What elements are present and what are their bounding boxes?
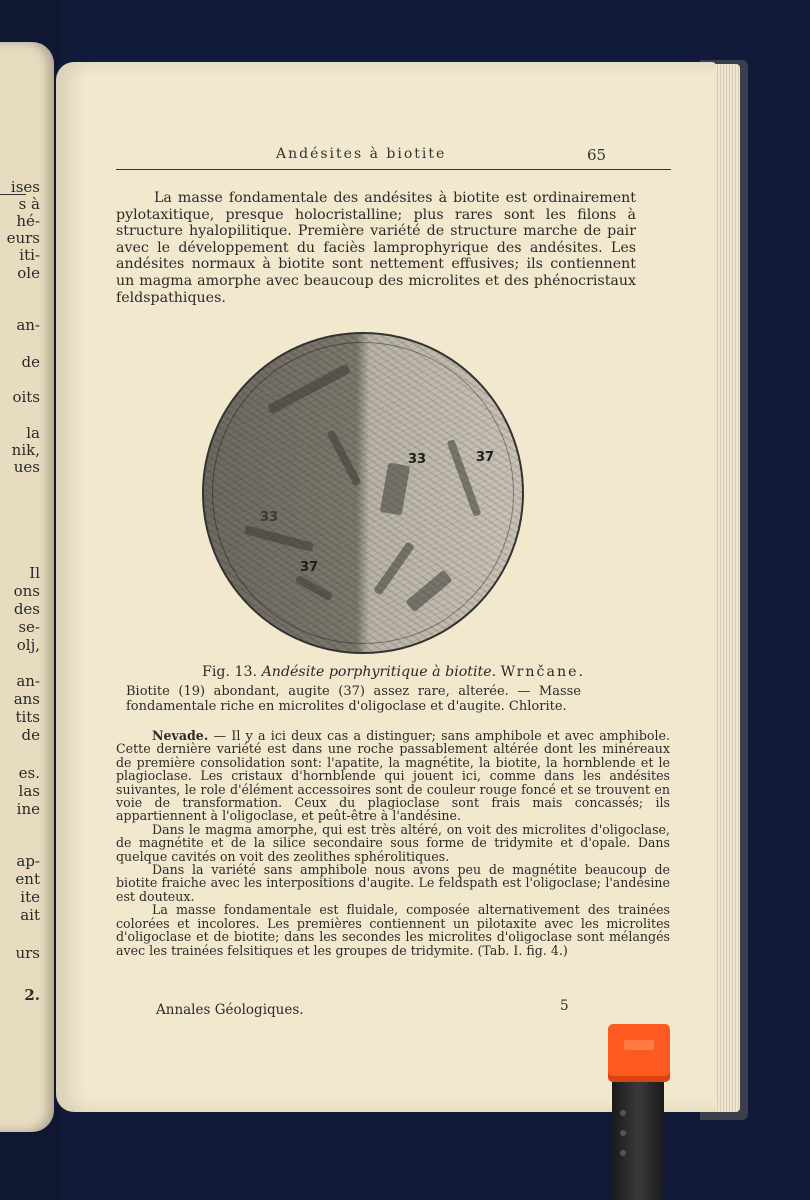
body-paragraph: Dans la variété sans amphibole nous avons peu de magnétite beaucoup de biotite fraiche avec les interpositions d'augite. Le feldspath est l'oligoclase; l'andésine est douteux.: [116, 862, 670, 904]
left-fragment: ap-: [16, 852, 40, 870]
left-page-edge: [0, 42, 54, 1132]
figure-caption-title: [116, 664, 671, 680]
left-fragment: ait: [20, 906, 40, 924]
left-fragment: es.: [18, 764, 40, 782]
clip-rivet: [620, 1150, 626, 1156]
left-fragment: ent: [15, 870, 40, 888]
left-fragment: oits: [12, 388, 40, 406]
page-clip-notch: [624, 1040, 654, 1050]
left-fragment: ons: [13, 582, 40, 600]
figure-number: Fig. 13.: [202, 664, 258, 680]
page-clip-head: [608, 1024, 670, 1082]
left-fragment: ite: [20, 888, 40, 906]
left-fragment: se-: [18, 618, 40, 636]
paragraph-text: — Il y a ici deux cas a distinguer; sans amphibole et avec amphibole. Cette dernière variété est dans une roche passablement altérée dont les minéreaux de première consolidation sont: l'apatite, la magnétite, la biotite, la hornblende et le plagioclase. Les cristaux d'hornblende qui jouent ici, comme dans les andésites suivantes, le role d'élément accessoires sont de couleur rouge foncé et se trouvent en voie de transformation. Ceux du plagioclase sont frais mais concassés; ils appartiennent à l'oligoclase, et peût-être à l'andésine.: [116, 728, 670, 824]
left-fragment: de: [21, 353, 40, 371]
journal-footer: Annales Géologiques.: [156, 1002, 304, 1018]
left-fragment: ole: [17, 264, 40, 282]
figure-label: 37: [300, 560, 319, 575]
section-runin: Nevade.: [152, 728, 209, 743]
left-fragment: la: [26, 424, 40, 442]
figure-title: Andésite porphyritique à biotite.: [261, 664, 497, 680]
left-fragment: tits: [15, 708, 40, 726]
figure-place: Wrnčane.: [500, 664, 585, 680]
running-title: Andésites à biotite: [276, 146, 447, 162]
left-fragment: hé-: [16, 212, 40, 230]
left-fragment: ues: [13, 458, 40, 476]
left-fragment: ans: [13, 690, 40, 708]
figure-label: 37: [476, 450, 495, 465]
left-fragment: an-: [16, 672, 40, 690]
figure-caption-body: Biotite (19) abondant, augite (37) assez rare, alterée. — Masse fondamentale riche en microlites d'oligoclase et d'augite. Chlorite.: [126, 684, 581, 715]
body-text: [116, 729, 670, 957]
left-fragment: an-: [16, 316, 40, 334]
micrograph-figure: [202, 332, 524, 654]
left-fragment: de: [21, 726, 40, 744]
left-fragment: nik,: [11, 441, 40, 459]
left-fragment: las: [18, 782, 40, 800]
left-fragment: olj,: [16, 636, 40, 654]
body-paragraph: La masse fondamentale est fluidale, composée alternativement des trainées colorées et incolores. Les premières contiennent un pilotaxite avec les microlites d'oligoclase et de biotite; dans les secondes les microlites d'oligoclase sont mélangés avec les trainées felsitiques et les groupes de tridymite. (Tab. I. fig. 4.): [116, 902, 670, 958]
figure-label: 33: [408, 452, 427, 467]
left-fragment: 2.: [24, 986, 40, 1004]
left-fragment: ises: [10, 178, 40, 196]
body-paragraph: Dans le magma amorphe, qui est très altéré, on voit des microlites d'oligoclase, de magnétite et de la silice secondaire sous forme de tridymite et d'opale. Dans quelque cavités on voit des zeolithes sphérolitiques.: [116, 821, 670, 864]
page-number: 65: [587, 146, 607, 164]
body-paragraph: [116, 729, 670, 823]
intro-paragraph: La masse fondamentale des andésites à biotite est ordinairement pylotaxitique, presque holocristalline; plus rares sont les filons à structure hyalopilitique. Première variété de structure marche de pair avec le développement du faciès lamprophyrique des andésites. Les andésites normaux à biotite sont nettement effusives; ils contiennent un magma amorphe avec beaucoup des microlites et des phénocristaux feldspathiques.: [116, 190, 636, 306]
clip-rivet: [620, 1130, 626, 1136]
header-rule: [116, 169, 671, 170]
right-page: [56, 62, 716, 1112]
clip-rivet: [620, 1110, 626, 1116]
left-fragment: des: [13, 600, 40, 618]
left-fragment: urs: [15, 944, 40, 962]
signature-mark: 5: [560, 998, 569, 1014]
figure-label: 33: [260, 510, 279, 525]
left-fragment: s à: [18, 195, 40, 213]
left-fragment: iti-: [19, 246, 40, 264]
left-fragment: eurs: [6, 229, 40, 247]
left-fragment: ine: [16, 800, 40, 818]
left-fragment: Il: [29, 564, 40, 582]
